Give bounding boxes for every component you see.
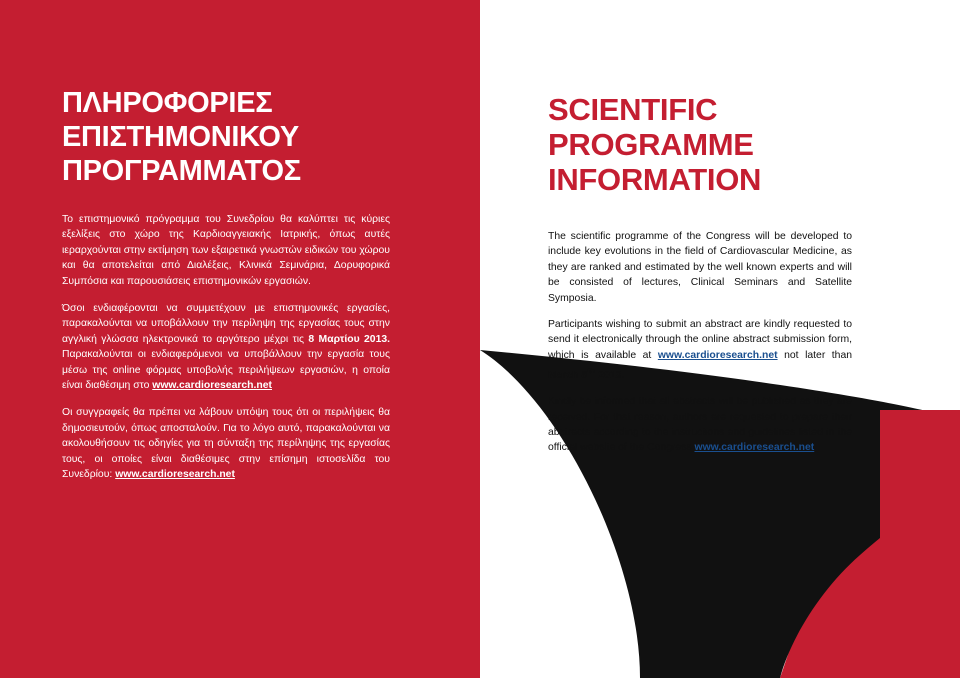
english-paragraph-2-text: Participants wishing to submit an abstract are kindly requested to send it electronically through the online abstract submission form, which is available at [548, 319, 852, 361]
title-line-2: ΕΠΙΣΤΗΜΟΝΙΚΟΥ [62, 121, 299, 153]
english-body [548, 229, 852, 456]
title-line-1: ΠΛΗΡΟΦΟΡΙΕΣ [62, 87, 273, 119]
greek-paragraph-3 [62, 405, 390, 482]
english-paragraph-3-text: Kindly be informed that all abstracts will be published as they are received. For that reason, authors are requested to prepare their abstracts according to the instructions and guidelines listed in the official website of the Congress [548, 396, 852, 454]
red-right-edge [880, 410, 960, 678]
english-paragraph-3 [548, 394, 852, 456]
greek-paragraph-1: Το επιστημονικό πρόγραμμα του Συνεδρίου θα καλύπτει τις κύριες εξελίξεις στο χώρο της Καρδιοαγγειακής Ιατρικής, όπως αυτές ιεραρχούνται στην εκτίμηση των εξαιρετικά γνωστών ειδικών του χώρου και θα αποτελείται από Διαλέξεις, Κλινικά Σεμινάρια, Δορυφορικά Συμπόσια και παρουσιάσεις επιστημονικών εργασιών. [62, 214, 390, 287]
greek-deadline: 8 Μαρτίου 2013. [308, 333, 391, 345]
english-paragraph-2 [548, 317, 852, 383]
right-page-title [548, 92, 761, 197]
deadline-date: March 8 [548, 369, 588, 381]
greek-website-link-1[interactable]: www.cardioresearch.net [152, 380, 272, 392]
greek-body [62, 212, 390, 483]
title-line-1: SCIENTIFIC [548, 92, 718, 127]
title-line-3: INFORMATION [548, 162, 762, 197]
greek-paragraph-2-text-b: Παρακαλούνται οι ενδιαφερόμενοι να υποβάλλουν την εργασία τους μέσω της online φόρμας υποβολής περιλήψεων εργασιών, η οποία είναι διαθέσιμη στο [62, 349, 390, 392]
deadline-ordinal: th [587, 365, 596, 376]
english-paragraph-1: The scientific programme of the Congress will be developed to include key evolutions in the field of Cardiovascular Medicine, as they are ranked and estimated by the well known experts and will be consisted of lectures, Clinical Seminars and Satellite Symposia. [548, 231, 852, 304]
english-deadline [548, 365, 625, 381]
greek-paragraph-2-text: Όσοι ενδιαφέρονται να συμμετέχουν με επιστημονικές εργασίες, παρακαλούνται να υποβάλλουν την περίληψη της εργασίας τους στην αγγλική γλώσσα ηλεκτρονικά το αργότερο μέχρι τις [62, 303, 390, 345]
left-page-title [62, 86, 301, 188]
greek-website-link-2[interactable]: www.cardioresearch.net [115, 469, 235, 481]
greek-paragraph-3-text: Οι συγγραφείς θα πρέπει να λάβουν υπόψη τους ότι οι περιλήψεις θα δημοσιευτούν, όπως αποσταλούν. Για το λόγο αυτό, παρακαλούνται να ακολουθήσουν τις οδηγίες για τη σύνταξη της περίληψης της εργασίας τους, οι οποίες είναι διαθέσιμες στην επίσημη ιστοσελίδα του Συνεδρίου: [62, 407, 390, 481]
english-website-link-1[interactable]: www.cardioresearch.net [657, 349, 778, 361]
title-line-2: PROGRAMME [548, 127, 754, 162]
english-paragraph-2-mid: not later than [784, 349, 853, 361]
english-website-link-2[interactable]: www.cardioresearch.net [694, 442, 815, 454]
title-line-3: ΠΡΟΓΡΑΜΜΑΤΟΣ [62, 155, 301, 187]
deadline-year: 2013. [598, 369, 625, 381]
greek-paragraph-2 [62, 301, 390, 393]
